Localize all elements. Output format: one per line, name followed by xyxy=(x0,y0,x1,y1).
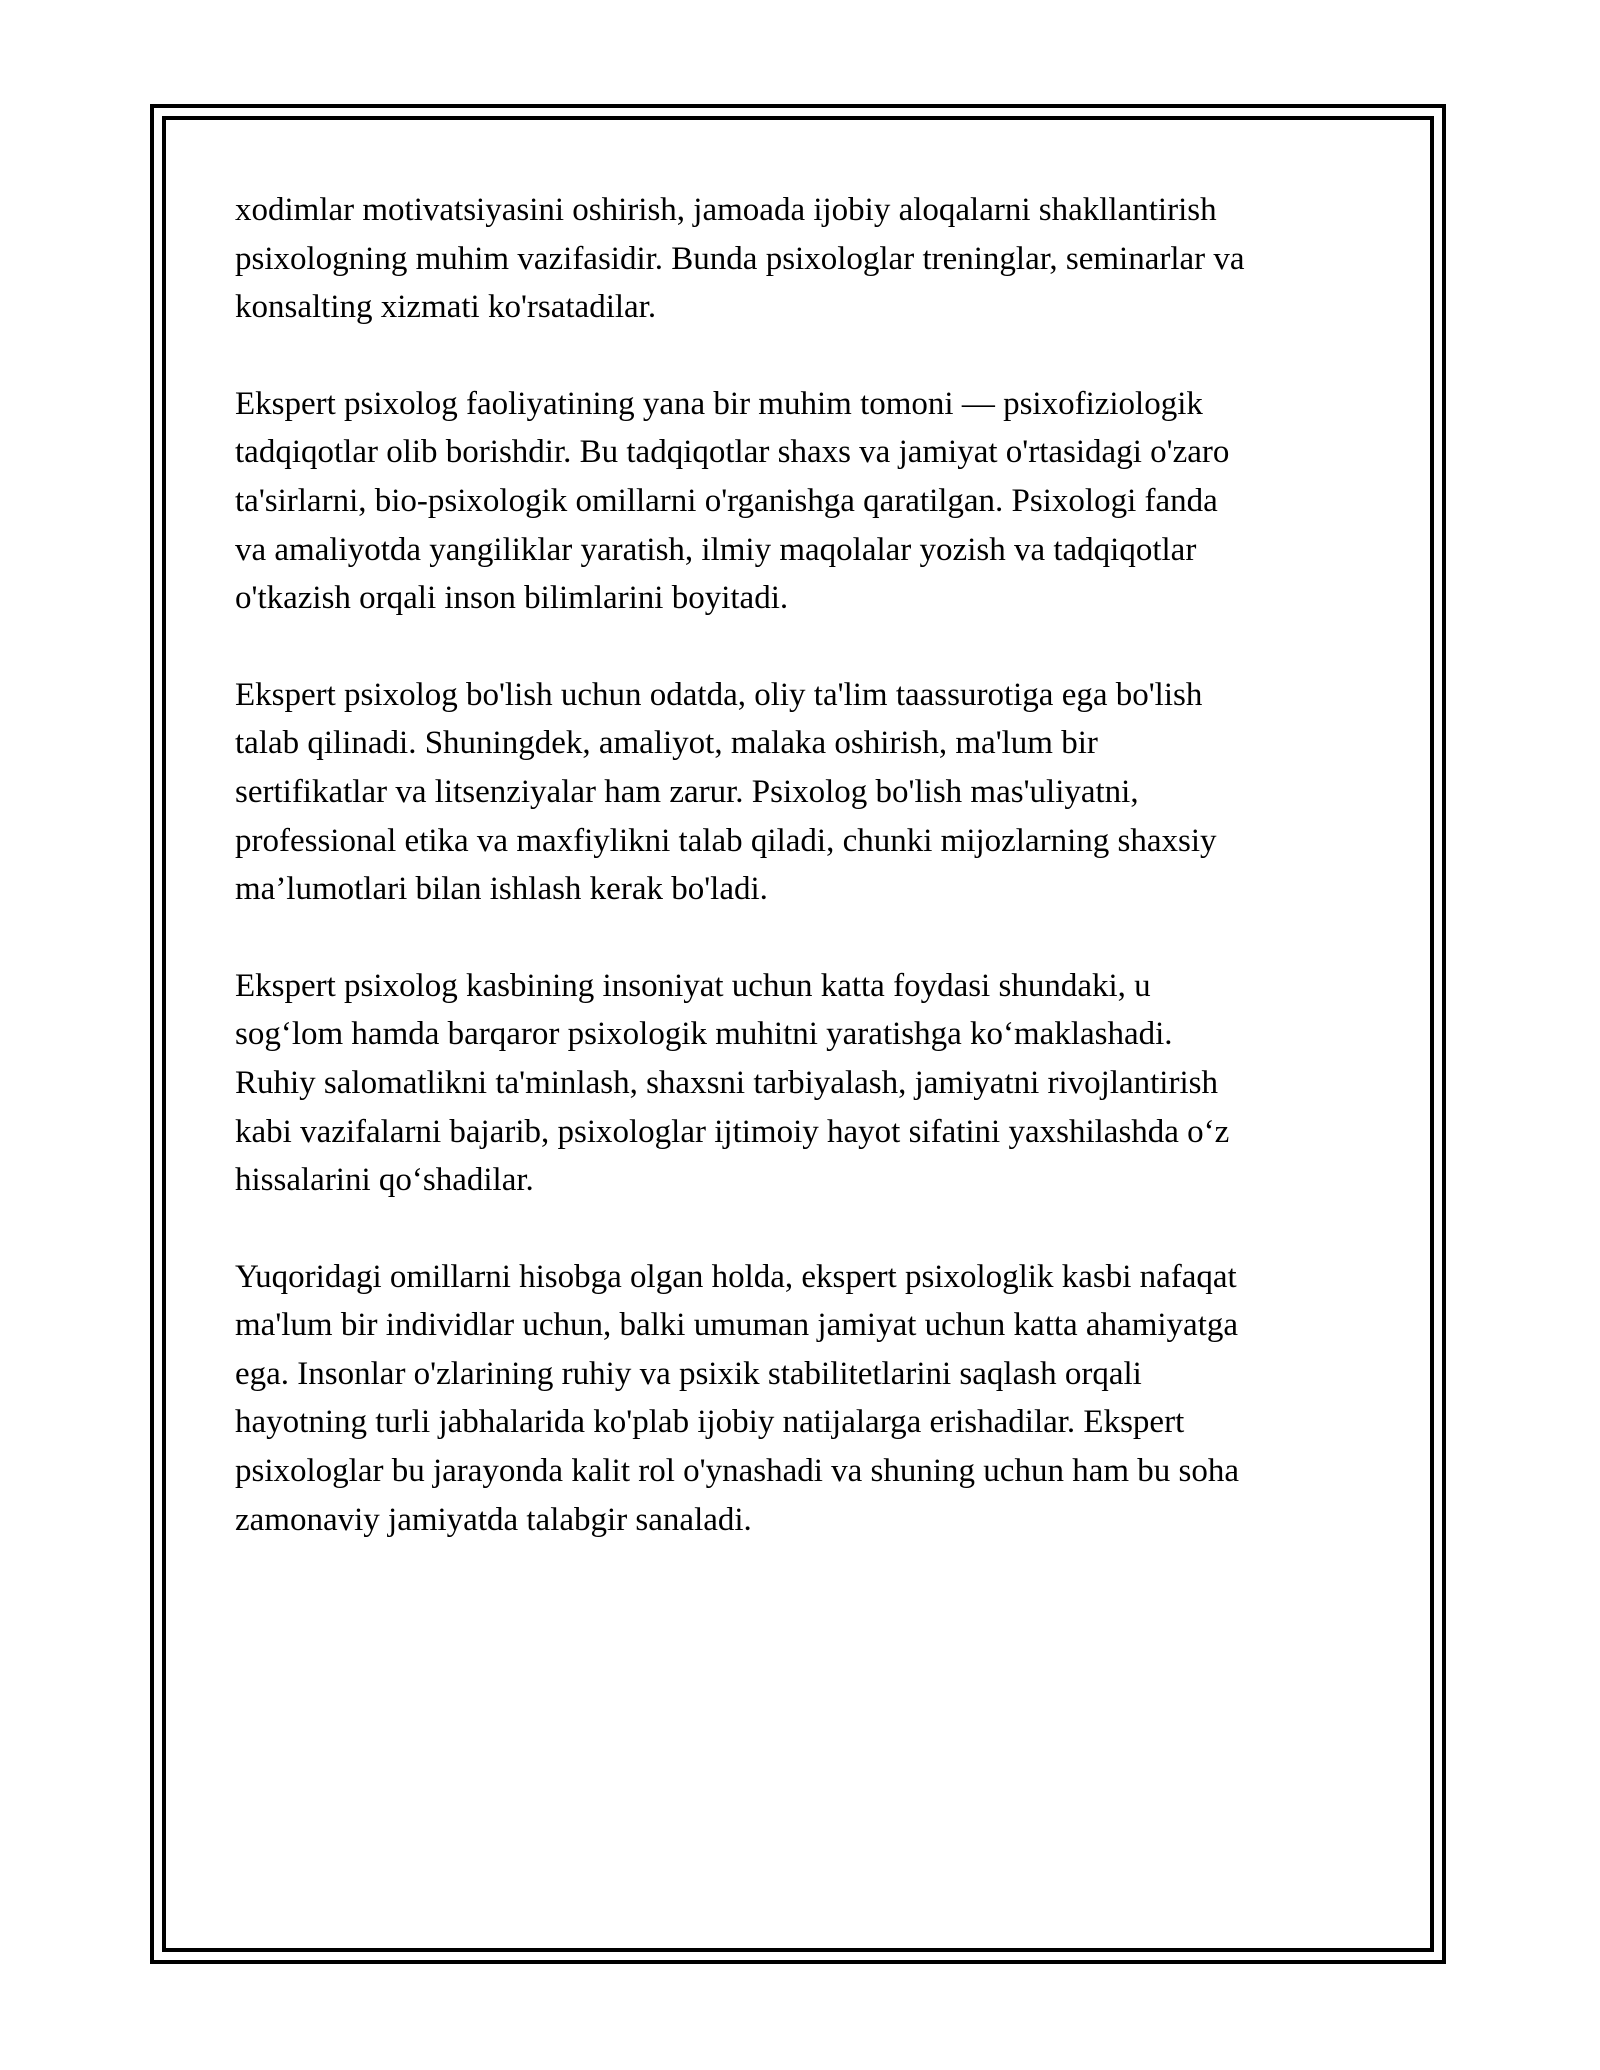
text-line: ega. Insonlar o'zlarining ruhiy va psixik stabilitetlarini saqlash orqali xyxy=(235,1355,1142,1392)
text-line: tadqiqotlar olib borishdir. Bu tadqiqotlar shaxs va jamiyat o'rtasidagi o'zaro xyxy=(235,434,1230,471)
paragraph-1 xyxy=(235,186,1380,332)
text-line: o'tkazish orqali inson bilimlarini boyitadi. xyxy=(235,580,789,617)
text-line: Ekspert psixolog faoliyatining yana bir muhim tomoni — psixofiziologik xyxy=(235,385,1203,422)
text-line: hayotning turli jabhalarida ko'plab ijobiy natijalarga erishadilar. Ekspert xyxy=(235,1404,1185,1441)
paragraph-2 xyxy=(235,380,1380,623)
text-line: ta'sirlarni, bio-psixologik omillarni o'rganishga qaratilgan. Psixologi fanda xyxy=(235,482,1218,519)
text-line: ma’lumotlari bilan ishlash kerak bo'ladi. xyxy=(235,871,768,908)
text-line: sertifikatlar va litsenziyalar ham zarur. Psixolog bo'lish mas'uliyatni, xyxy=(235,773,1139,810)
text-line: professional etika va maxfiylikni talab qiladi, chunki mijozlarning shaxsiy xyxy=(235,822,1217,859)
text-line: talab qilinadi. Shuningdek, amaliyot, malaka oshirish, ma'lum bir xyxy=(235,725,1098,762)
text-line: ma'lum bir individlar uchun, balki umuman jamiyat uchun katta ahamiyatga xyxy=(235,1307,1239,1344)
paragraph-5 xyxy=(235,1253,1380,1545)
text-line: Ekspert psixolog kasbining insoniyat uchun katta foydasi shundaki, u xyxy=(235,967,1151,1004)
paragraph-3 xyxy=(235,671,1380,914)
text-line: sog‘lom hamda barqaror psixologik muhitni yaratishga ko‘maklashadi. xyxy=(235,1016,1173,1053)
text-line: Yuqoridagi omillarni hisobga olgan holda, ekspert psixologlik kasbi nafaqat xyxy=(235,1258,1237,1295)
text-line: xodimlar motivatsiyasini oshirish, jamoada ijobiy aloqalarni shakllantirish xyxy=(235,192,1217,228)
text-line: Ekspert psixolog bo'lish uchun odatda, oliy ta'lim taassurotiga ega bo'lish xyxy=(235,676,1203,713)
text-line: va amaliyotda yangiliklar yaratish, ilmiy maqolalar yozish va tadqiqotlar xyxy=(235,531,1197,568)
paragraph-4 xyxy=(235,962,1380,1205)
text-line: psixologning muhim vazifasidir. Bunda psixologlar treninglar, seminarlar va xyxy=(235,240,1245,277)
document-body xyxy=(235,186,1380,1592)
text-line: konsalting xizmati ko'rsatadilar. xyxy=(235,289,657,326)
text-line: kabi vazifalarni bajarib, psixologlar ijtimoiy hayot sifatini yaxshilashda o‘z xyxy=(235,1113,1230,1150)
text-line: zamonaviy jamiyatda talabgir sanaladi. xyxy=(235,1501,752,1538)
text-line: psixologlar bu jarayonda kalit rol o'ynashadi va shuning uchun ham bu soha xyxy=(235,1453,1240,1490)
text-line: Ruhiy salomatlikni ta'minlash, shaxsni tarbiyalash, jamiyatni rivojlantirish xyxy=(235,1064,1218,1101)
text-line: hissalarini qo‘shadilar. xyxy=(235,1162,534,1199)
